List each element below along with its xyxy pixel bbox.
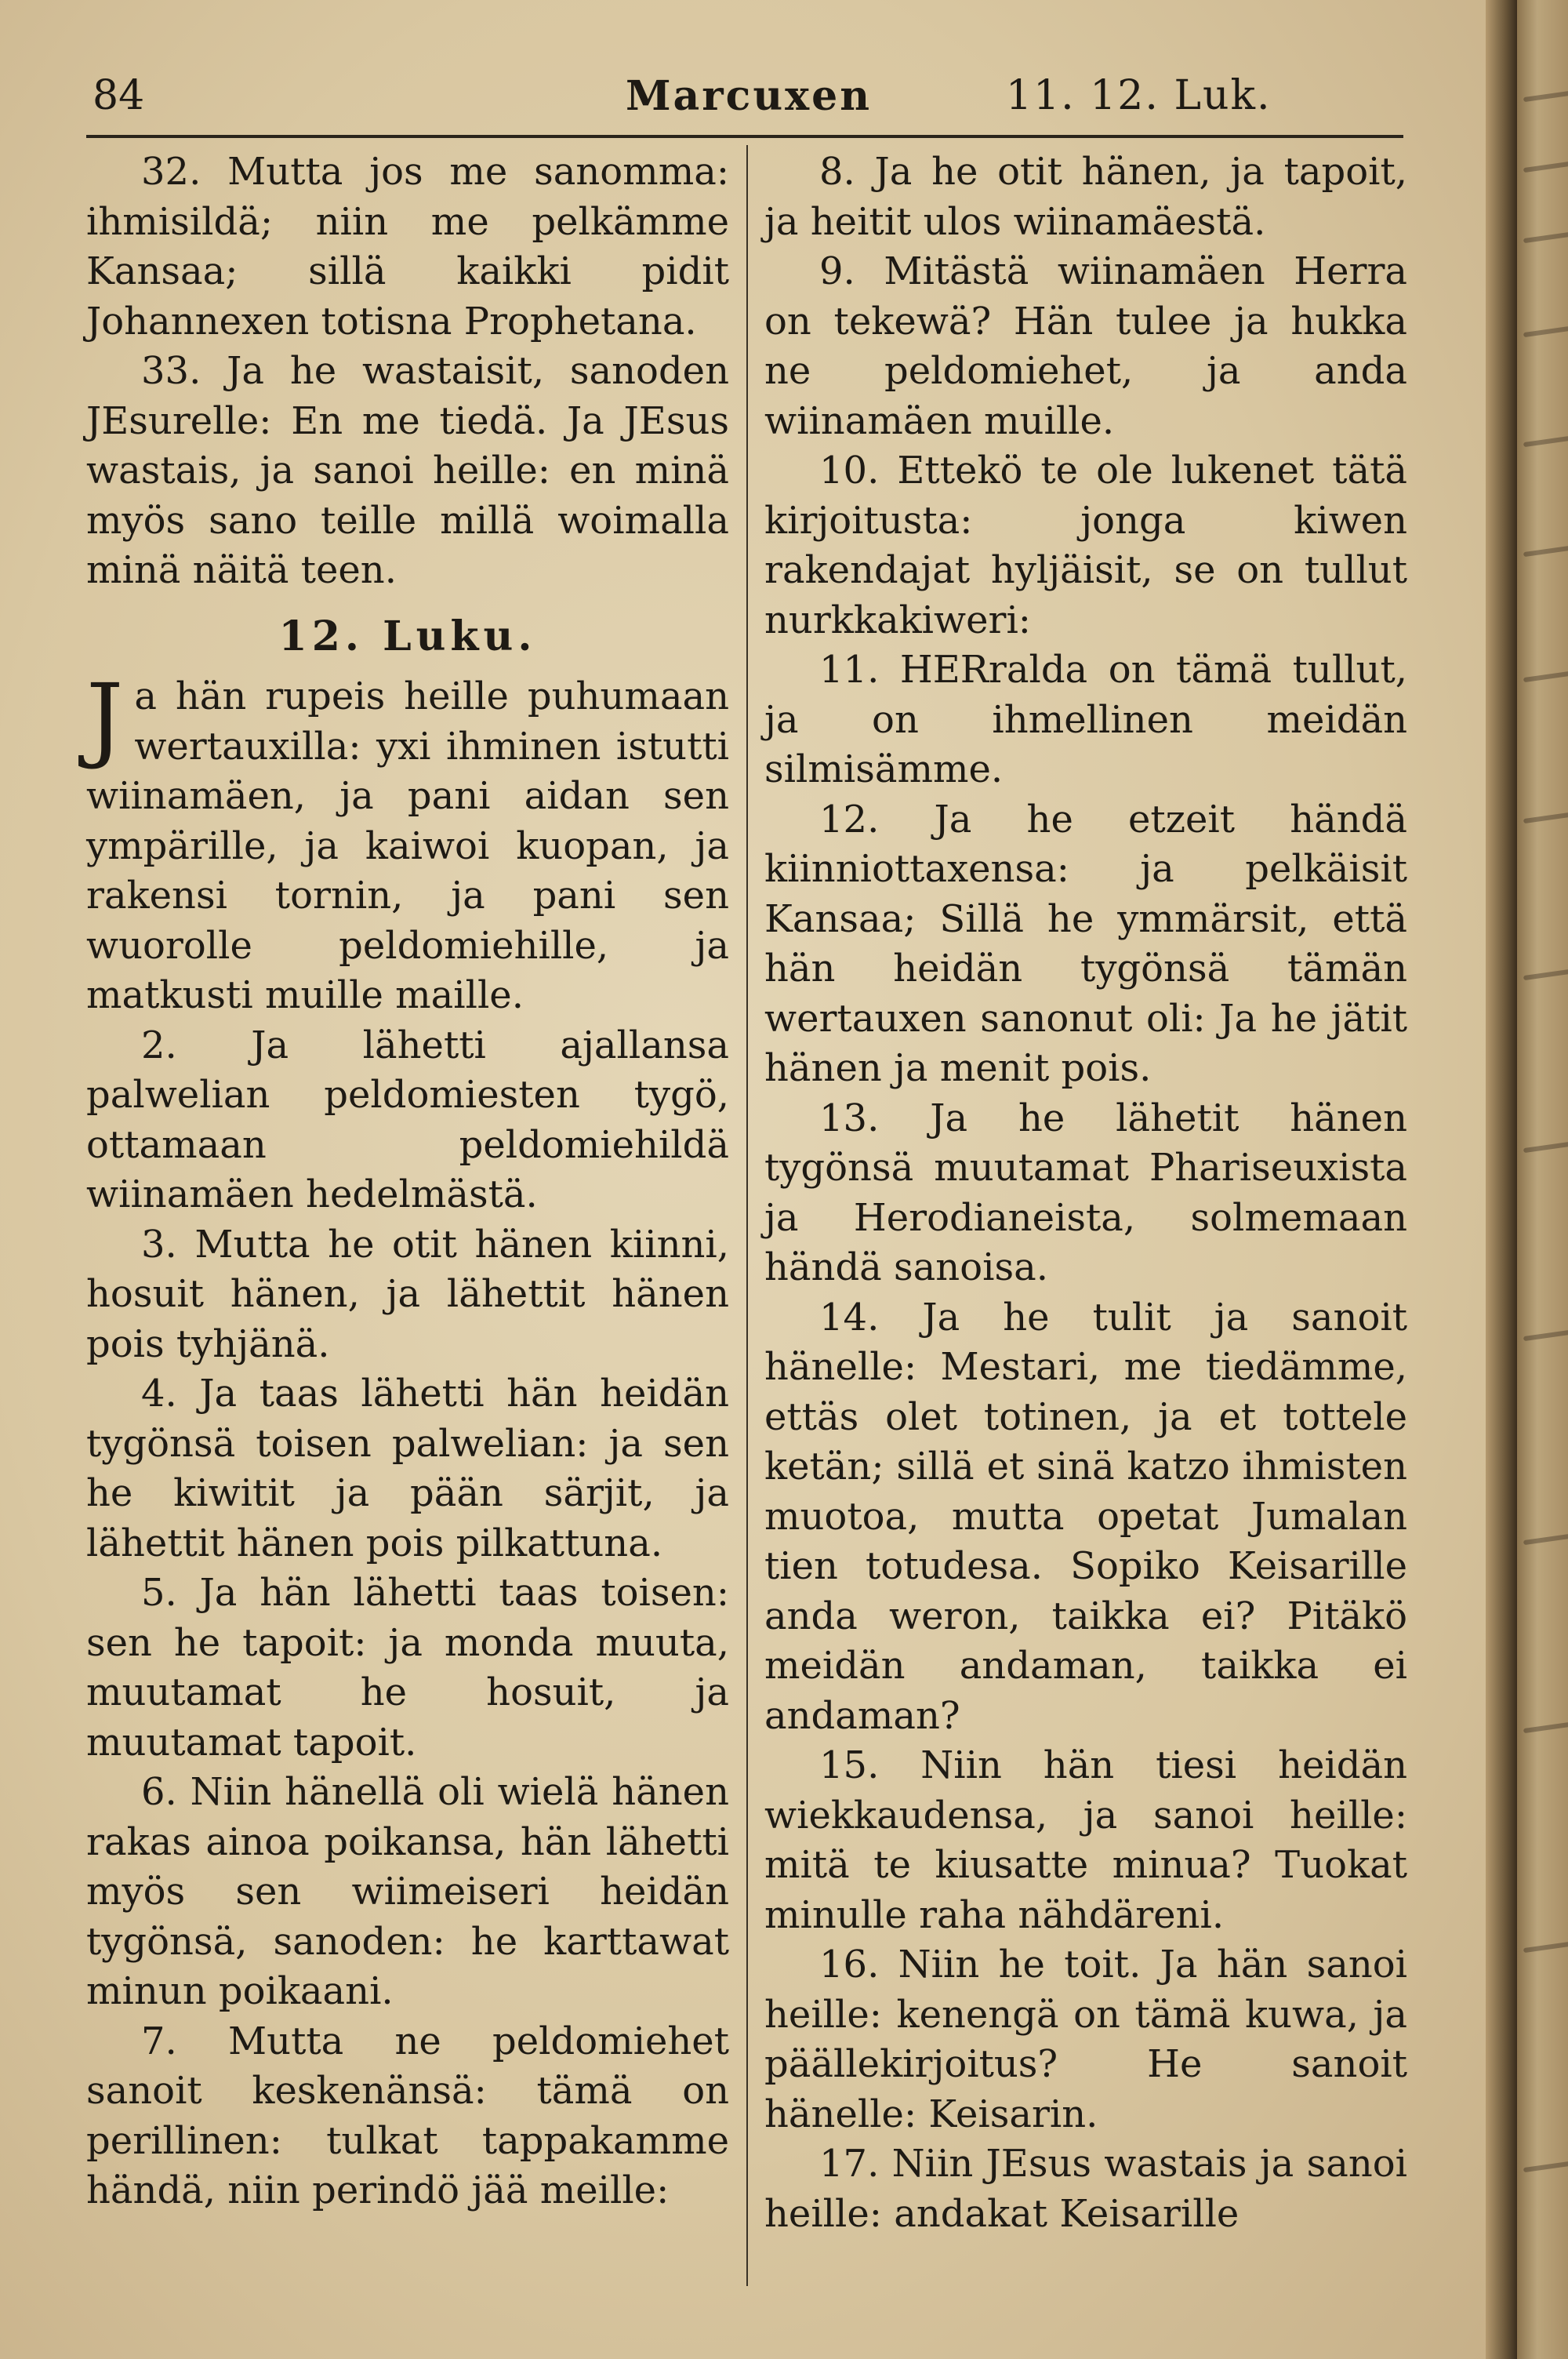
ghost-text-line — [1523, 1534, 1568, 1545]
verse-32: 32. Mutta jos me sanomma: ihmisildä; niin me pelkämme Kansaa; sillä kaikki pidit Johannexen totisna Prophetana. — [86, 150, 729, 343]
right-column — [764, 147, 1407, 2239]
ghost-text-line — [1523, 1330, 1568, 1341]
verse-14: 14. Ja he tulit ja sanoit hänelle: Mestari, me tiedämme, ettäs olet totinen, ja et tottele ketän; sillä et sinä katzo ihmisten muotoa, mutta opetat Jumalan tien totudesa. Sopiko Keisarille anda weron, taikka ei? Pitäkö meidän andaman, taikka ei andaman? — [764, 1295, 1407, 1738]
header-rule — [86, 135, 1403, 138]
ghost-text-line — [1523, 969, 1568, 980]
ghost-text-line — [1523, 1142, 1568, 1153]
ghost-text-line — [1523, 2161, 1568, 2172]
verse-17: 17. Niin JEsus wastais ja sanoi heille: andakat Keisarille — [764, 2142, 1407, 2236]
running-head — [93, 72, 1284, 127]
verse-3: 3. Mutta he otit hänen kiinni, hosuit hänen, ja lähettit hänen pois tyhjänä. — [86, 1222, 729, 1366]
chapter-range: 11. 12. Luk. — [1006, 72, 1272, 119]
verse-4: 4. Ja taas lähetti hän heidän tygönsä toisen palwelian: ja sen he kiwitit ja pään särjit, ja lähettit hänen pois pilkattuna. — [86, 1372, 729, 1565]
verse-6: 6. Niin hänellä oli wielä hänen rakas ainoa poikansa, hän lähetti myös sen wiimeiseri heidän tygönsä, sanoden: he karttawat minun poikaani. — [86, 1770, 729, 2013]
ghost-text-line — [1523, 436, 1568, 447]
adjacent-page-edge — [1517, 0, 1568, 2359]
ghost-text-line — [1523, 232, 1568, 243]
ghost-text-line — [1523, 546, 1568, 557]
verse-2: 2. Ja lähetti ajallansa palwelian peldomiesten tygö, ottamaan peldomiehildä wiinamäen hedelmästä. — [86, 1023, 729, 1216]
verse-15: 15. Niin hän tiesi heidän wiekkaudensa, ja sanoi heille: mitä te kiusatte minua? Tuokat minulle raha nähdäreni. — [764, 1743, 1407, 1937]
verse-10: 10. Ettekö te ole lukenet tätä kirjoitusta: jonga kiwen rakendajat hyljäisit, se on tullut nurkkakiweri: — [764, 449, 1407, 642]
drop-cap: J — [86, 663, 124, 772]
verse-7: 7. Mutta ne peldomiehet sanoit keskenänsä: tämä on perillinen: tulkat tappakamme händä, niin perindö jää meille: — [86, 2019, 729, 2212]
ghost-text-line — [1523, 1942, 1568, 1953]
ghost-text-line — [1523, 326, 1568, 337]
left-column — [86, 147, 729, 2216]
ghost-text-line — [1523, 1722, 1568, 1733]
verse-1 — [86, 663, 729, 1021]
verse-33: 33. Ja he wastaisit, sanoden JEsurelle: En me tiedä. Ja JEsus wastais, ja sanoi heille: en minä myös sano teille millä woimalla minä näitä teen. — [86, 349, 729, 592]
ghost-text-line — [1523, 91, 1568, 102]
chapter-heading: 12. Luku. — [278, 612, 537, 660]
verse-9: 9. Mitästä wiinamäen Herra on tekewä? Hän tulee ja hukka ne peldomiehet, ja anda wiinamäen muille. — [764, 249, 1407, 443]
ghost-text-line — [1523, 812, 1568, 823]
verse-1-text: a hän rupeis heille puhumaan wertauxilla: yxi ihminen istutti wiinamäen, ja pani aidan sen ympärille, ja kaiwoi kuopan, ja rakensi tornin, ja pani sen wuorolle peldomiehille, ja matkusti muille maille. — [86, 674, 729, 1017]
verse-8: 8. Ja he otit hänen, ja tapoit, ja heitit ulos wiinamäestä. — [764, 150, 1407, 244]
verse-16: 16. Niin he toit. Ja hän sanoi heille: kenengä on tämä kuwa, ja päällekirjoitus? He sanoit hänelle: Keisarin. — [764, 1943, 1407, 2136]
verse-5: 5. Ja hän lähetti taas toisen: sen he tapoit: ja monda muuta, muutamat he hosuit, ja muutamat tapoit. — [86, 1571, 729, 1765]
page-number: 84 — [93, 72, 145, 119]
column-divider — [746, 145, 748, 2286]
verse-12: 12. Ja he etzeit händä kiinniottaxensa: ja pelkäisit Kansaa; Sillä he ymmärsit, että hän heidän tygönsä tämän wertauxen sanonut oli: Ja he jätit hänen ja menit pois. — [764, 797, 1407, 1090]
verse-11: 11. HERralda on tämä tullut, ja on ihmellinen meidän silmisämme. — [764, 648, 1407, 791]
verse-13: 13. Ja he lähetit hänen tygönsä muutamat Phariseuxista ja Herodianeista, solmemaan händä sanoisa. — [764, 1096, 1407, 1289]
ghost-text-line — [1523, 162, 1568, 173]
ghost-text-line — [1523, 671, 1568, 682]
book-title: Marcuxen — [626, 72, 873, 120]
book-spine-shadow — [1486, 0, 1517, 2359]
